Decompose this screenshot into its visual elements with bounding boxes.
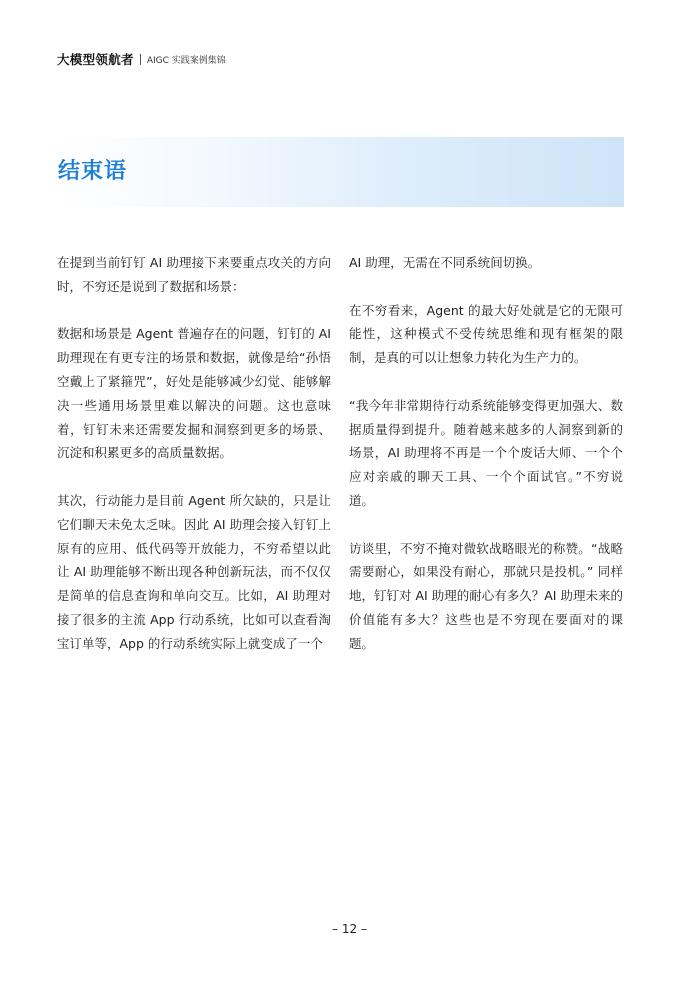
section-banner — [57, 137, 624, 207]
publication-title: 大模型领航者 — [57, 52, 134, 67]
paragraph: 数据和场景是 Agent 普遍存在的问题，钉钉的 AI 助理现在有更专注的场景和数据，就像是给“孙悟空戴上了紧箍咒”，好处是能够减少幻觉、能够解决一些通用场景里难以解决的问题。这也意味着，钉钉未来还需要发掘和洞察到更多的场景、沉淀和积累更多的高质量数据。 — [57, 326, 331, 461]
header-divider — [140, 54, 141, 65]
paragraph: “我今年非常期待行动系统能够变得更加强大、数据质量得到提升。随着越来越多的人洞察到新的场景，AI 助理将不再是一个个废话大师、一个个应对亲戚的聊天工具、一个个面试官。”不穷说道。 — [349, 397, 623, 508]
paragraph: 访谈里，不穷不掩对微软战略眼光的称赞。“战略需要耐心，如果没有耐心，那就只是投机。” 同样地，钉钉对 AI 助理的耐心有多久？AI 助理未来的价值能有多大？这些也是不穷现在要面对的课题。 — [349, 540, 623, 651]
paragraph: 在不穷看来，Agent 的最大好处就是它的无限可能性，这种模式不受传统思维和现有框架的限制，是真的可以让想象力转化为生产力的。 — [349, 302, 623, 366]
left-column — [57, 251, 331, 679]
page-number: – 12 – — [332, 922, 367, 936]
publication-subtitle: AIGC 实践案例集锦 — [146, 55, 226, 66]
section-title: 结束语 — [58, 159, 128, 184]
paragraph: AI 助理，无需在不同系统间切换。 — [349, 255, 541, 270]
paragraph: 在提到当前钉钉 AI 助理接下来要重点攻关的方向时，不穷还是说到了数据和场景： — [57, 255, 331, 294]
paragraph: 其次，行动能力是目前 Agent 所欠缺的，只是让它们聊天未免太乏味。因此 AI 助理会接入钉钉上原有的应用、低代码等开放能力，不穷希望以此让 AI 助理能够不断出现各种创新玩法，而不仅仅是简单的信息查询和单向交互。比如，AI 助理对接了很多的主流 App 行动系统，比如可以查看淘宝订单等，App 的行动系统实际上就变成了一个 — [57, 492, 331, 651]
running-header — [57, 50, 226, 68]
right-column — [349, 251, 623, 679]
